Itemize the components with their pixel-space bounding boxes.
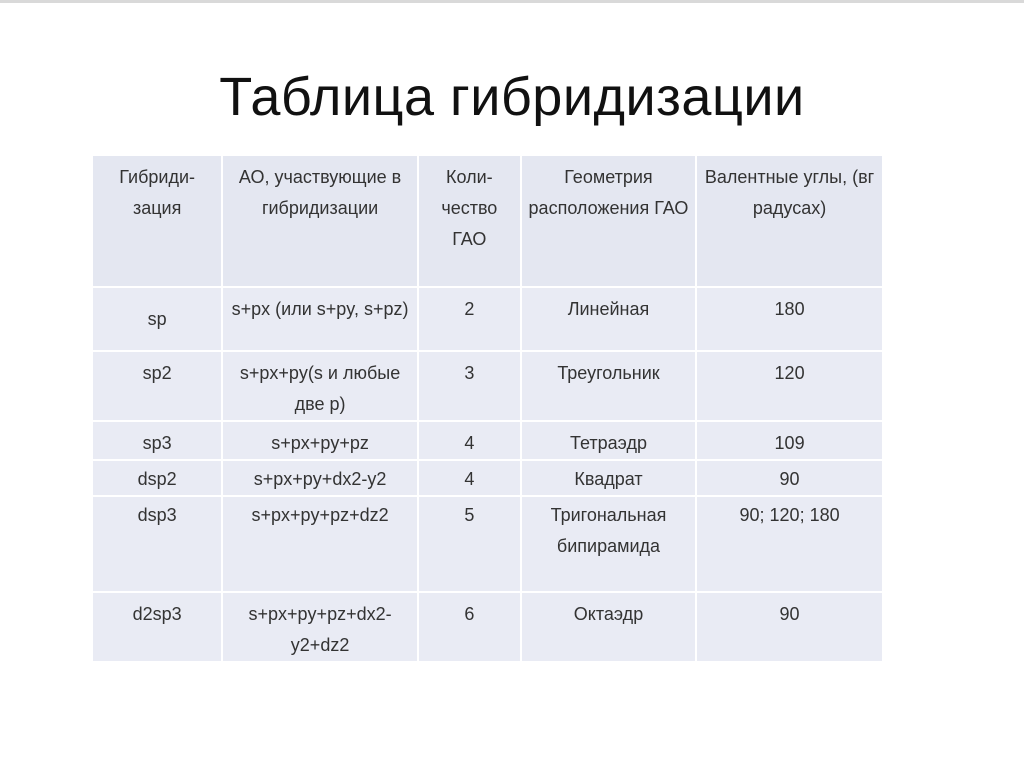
table-header-row bbox=[92, 155, 883, 287]
cell-hybridization: dsp2 bbox=[92, 460, 222, 496]
cell-angles: 90 bbox=[696, 592, 883, 662]
table-row bbox=[92, 287, 883, 351]
cell-hybridization: sp2 bbox=[92, 351, 222, 421]
slide-title: Таблица гибридизации bbox=[219, 67, 805, 127]
cell-count: 4 bbox=[418, 421, 521, 460]
cell-hybridization: d2sp3 bbox=[92, 592, 222, 662]
table-row bbox=[92, 496, 883, 592]
cell-count: 2 bbox=[418, 287, 521, 351]
cell-count: 6 bbox=[418, 592, 521, 662]
cell-geometry: Тригональная бипирамида bbox=[521, 496, 696, 592]
cell-geometry: Линейная bbox=[521, 287, 696, 351]
cell-count: 4 bbox=[418, 460, 521, 496]
table-row bbox=[92, 592, 883, 662]
cell-orbitals: s+px+py+pz+dx2-y2+dz2 bbox=[222, 592, 418, 662]
hybridization-table bbox=[91, 154, 884, 663]
cell-angles: 90; 120; 180 bbox=[696, 496, 883, 592]
table-row bbox=[92, 460, 883, 496]
cell-angles: 90 bbox=[696, 460, 883, 496]
cell-geometry: Октаэдр bbox=[521, 592, 696, 662]
cell-angles: 120 bbox=[696, 351, 883, 421]
cell-angles: 180 bbox=[696, 287, 883, 351]
table-row bbox=[92, 351, 883, 421]
cell-hybridization: sp bbox=[92, 287, 222, 351]
cell-hybridization: sp3 bbox=[92, 421, 222, 460]
cell-orbitals: s+px (или s+py, s+pz) bbox=[222, 287, 418, 351]
header-hybridization: Гибриди-зация bbox=[92, 155, 222, 287]
table-row bbox=[92, 421, 883, 460]
cell-geometry: Тетраэдр bbox=[521, 421, 696, 460]
cell-orbitals: s+px+py+dx2-y2 bbox=[222, 460, 418, 496]
header-count: Коли-чество ГАО bbox=[418, 155, 521, 287]
cell-geometry: Квадрат bbox=[521, 460, 696, 496]
cell-angles: 109 bbox=[696, 421, 883, 460]
cell-hybridization: dsp3 bbox=[92, 496, 222, 592]
cell-orbitals: s+px+py+pz bbox=[222, 421, 418, 460]
cell-orbitals: s+px+py(s и любые две p) bbox=[222, 351, 418, 421]
cell-geometry: Треугольник bbox=[521, 351, 696, 421]
cell-orbitals: s+px+py+pz+dz2 bbox=[222, 496, 418, 592]
cell-count: 3 bbox=[418, 351, 521, 421]
cell-count: 5 bbox=[418, 496, 521, 592]
header-orbitals: АО, участвующие в гибридизации bbox=[222, 155, 418, 287]
header-geometry: Геометрия расположения ГАО bbox=[521, 155, 696, 287]
header-angles: Валентные углы, (вг радусах) bbox=[696, 155, 883, 287]
